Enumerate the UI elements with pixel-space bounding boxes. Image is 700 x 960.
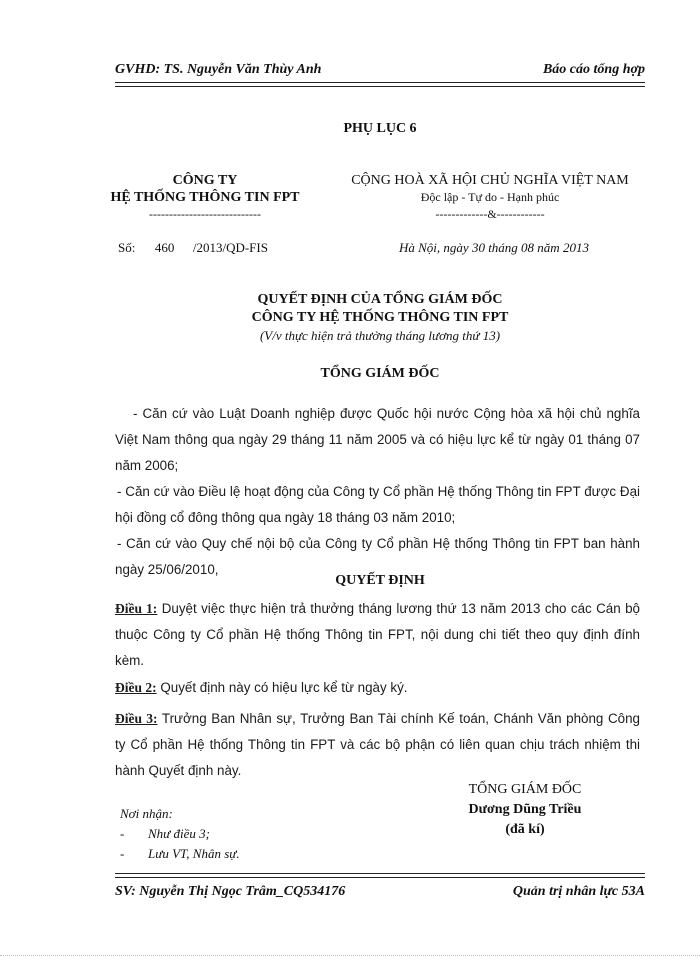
page-edge — [0, 955, 700, 956]
signature-block — [420, 780, 630, 840]
doc-number-value: 460 — [154, 240, 175, 255]
decision-title — [130, 291, 630, 345]
decision-title-line2: CÔNG TY HỆ THỐNG THÔNG TIN FPT — [251, 310, 509, 325]
signature-name: Dương Dũng Triều — [468, 802, 582, 817]
recipient-item: - Lưu VT, Nhân sự. — [120, 846, 240, 861]
article-1 — [115, 596, 640, 674]
director-heading: TỔNG GIÁM ĐỐC — [320, 366, 440, 381]
company-line1: CÔNG TY — [172, 173, 238, 188]
basis-item: - Căn cứ vào Luật Doanh nghiệp được Quốc hội nước Cộng hòa xã hội chủ nghĩa Việt Nam thông qua ngày 29 tháng 11 năm 2005 và có hiệu lực kể từ ngày 01 tháng 07 năm 2006; — [115, 406, 640, 473]
signature-note: (đã kí) — [505, 822, 545, 837]
footer-rule — [115, 873, 645, 878]
basis-item: - Căn cứ vào Điều lệ hoạt động của Công ty Cổ phần Hệ thống Thông tin FPT được Đại hội đồng cổ đông thông qua ngày 18 tháng 03 năm 2010; — [115, 484, 640, 525]
article-2 — [115, 675, 640, 701]
basis-item: - Căn cứ vào Quy chế nội bộ của Công ty Cổ phần Hệ thống Thông tin FPT ban hành ngày 25/06/2010, — [115, 536, 640, 577]
national-line1: CỘNG HOÀ XÃ HỘI CHỦ NGHĨA VIỆT NAM — [351, 173, 629, 188]
article-1-label: Điều 1: — [115, 601, 158, 616]
recipients — [120, 804, 240, 864]
bases-section — [115, 401, 640, 583]
doc-number-label: Số: — [118, 240, 136, 255]
article-2-label: Điều 2: — [115, 680, 157, 695]
recipient-item: - Như điều 3; — [120, 826, 210, 841]
national-motto: Độc lập - Tự do - Hạnh phúc — [420, 190, 560, 204]
national-block — [340, 172, 640, 223]
doc-number — [118, 240, 268, 256]
header-left: GVHD: TS. Nguyễn Văn Thùy Anh — [115, 62, 322, 77]
company-block — [105, 172, 305, 223]
date-line: Hà Nội, ngày 30 tháng 08 năm 2013 — [399, 240, 589, 255]
footer-right: Quản trị nhân lực 53A — [512, 884, 645, 899]
footer-left: SV: Nguyễn Thị Ngọc Trâm_CQ534176 — [115, 884, 346, 899]
company-line2: HỆ THỐNG THÔNG TIN FPT — [110, 190, 300, 205]
decision-title-line1: QUYẾT ĐỊNH CỦA TỔNG GIÁM ĐỐC — [257, 292, 503, 307]
doc-number-suffix: /2013/QD-FIS — [192, 240, 268, 255]
recipients-label: Nơi nhận: — [120, 806, 173, 821]
decision-heading: QUYẾT ĐỊNH — [335, 573, 425, 588]
article-3-label: Điều 3: — [115, 711, 158, 726]
company-dashes: ---------------------------- — [149, 207, 261, 221]
decision-subject: (V/v thực hiện trả thưởng tháng lương thứ 13) — [259, 328, 501, 343]
article-2-text: Quyết định này có hiệu lực kể từ ngày ký. — [156, 680, 408, 695]
article-3 — [115, 706, 640, 784]
header-right: Báo cáo tổng hợp — [542, 62, 645, 77]
national-dashes: -------------&------------ — [435, 207, 545, 221]
article-1-text: Duyệt việc thực hiện trả thưởng tháng lương thứ 13 năm 2013 cho các Cán bộ thuộc Công ty Cổ phần Hệ thống Thông tin FPT, nội dung chi tiết theo quy định đính kèm. — [115, 601, 640, 668]
appendix-title: PHỤ LỤC 6 — [343, 121, 417, 136]
header-rule — [115, 82, 645, 87]
article-3-text: Trưởng Ban Nhân sự, Trưởng Ban Tài chính Kế toán, Chánh Văn phòng Công ty Cổ phần Hệ thống Thông tin FPT và các bộ phận có liên quan chịu trách nhiệm thi hành Quyết định này. — [115, 711, 640, 778]
signature-title: TỔNG GIÁM ĐỐC — [468, 782, 582, 797]
